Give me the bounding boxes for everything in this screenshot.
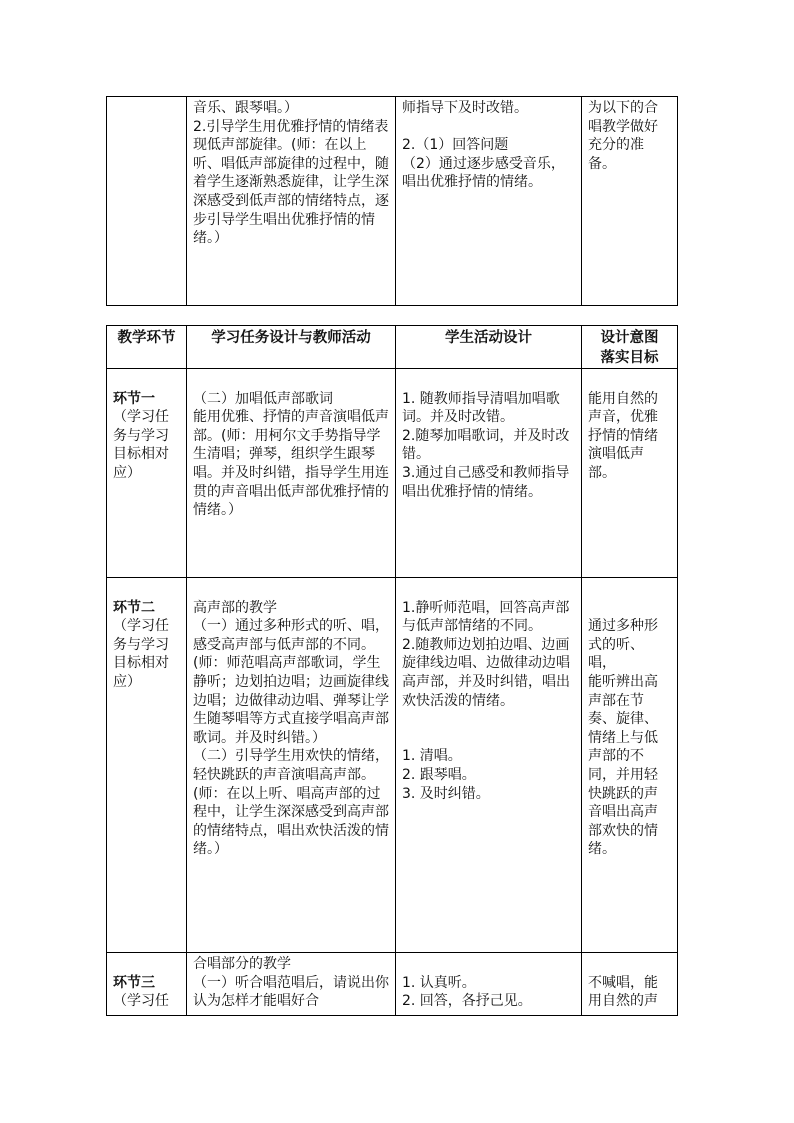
paragraph: 能用优雅、抒情的声音演唱低声部。(师：用柯尔文手势指导学生清唱；弹琴，组织学生跟琴唱。并及时纠错，指导学生用连贯的声音唱出低声部优雅抒情的情绪。）: [193, 409, 389, 519]
section-cell: [107, 578, 187, 953]
paragraph: 2.随琴加唱歌词，并及时改错。: [402, 427, 570, 463]
list-item: 2. 跟琴唱。: [402, 766, 476, 783]
continuation-table: [106, 96, 678, 306]
paragraph: （二）加唱低声部歌词: [193, 390, 333, 407]
paragraph: 合唱部分的教学: [193, 956, 291, 972]
teacher-activity-cell: [187, 578, 396, 953]
lesson-table: [106, 325, 678, 1016]
header-cell: 学生活动设计: [396, 326, 582, 369]
table-row: [107, 578, 678, 953]
header-cell: 学习任务设计与教师活动: [187, 326, 396, 369]
list-item: 1. 清唱。: [402, 748, 462, 765]
section-cell: [107, 953, 187, 1016]
section-cell: [107, 97, 187, 306]
design-intent-cell: [582, 369, 678, 578]
teacher-activity-cell: [187, 97, 396, 306]
design-intent-cell: [582, 97, 678, 306]
paragraph: 2.引导学生用优雅抒情的情绪表现低声部旋律。(师：在以上听、唱低声部旋律的过程中，随着学生逐渐熟悉旋律，让学生深深感受到低声部的情绪特点，逐步引导学生唱出优雅抒情的情绪。）: [193, 118, 389, 247]
paragraph: 师指导下及时改错。: [402, 100, 528, 116]
section-subtitle: （学习任务与学习目标相对应）: [113, 618, 169, 690]
paragraph: 高声部的教学: [193, 599, 277, 616]
design-intent-cell: [582, 578, 678, 953]
paragraph: 1. 随教师指导清唱加唱歌词。并及时改错。: [402, 390, 560, 426]
paragraph: （一）听合唱范唱后，请说出你认为怎样才能唱好合: [193, 974, 389, 1010]
teacher-activity-cell: [187, 369, 396, 578]
header-cell: 教学环节: [107, 326, 187, 369]
student-activity-cell: [396, 953, 582, 1016]
list-item: 2. 回答，各抒己见。: [402, 993, 532, 1010]
table-row: [107, 953, 678, 1016]
paragraph: 不喊唱，能用自然的声: [588, 974, 658, 1010]
paragraph: （一）通过多种形式的听、唱，感受高声部与低声部的不同。(师：师范唱高声部歌词，学生静听；边划拍边唱；边画旋律线边唱；边做律动边唱、弹琴让学生随琴唱等方式直接学唱高声部歌词。并及时纠错。）: [193, 618, 389, 746]
header-cell: 设计意图落实目标: [582, 326, 678, 369]
student-activity-cell: [396, 97, 582, 306]
paragraph: 能听辨出高声部在节奏、旋律、情绪上与低声部的不同，并用轻快跳跃的声音唱出高声部欢快的情绪。: [588, 673, 658, 858]
list-item: 1. 认真听。: [402, 974, 476, 991]
paragraph: （2）通过逐步感受音乐，唱出优雅抒情的情绪。: [402, 155, 565, 191]
section-name: 环节三: [113, 974, 155, 991]
header-row: [107, 326, 678, 369]
paragraph: 2.随教师边划拍边唱、边画旋律线边唱、边做律动边唱高声部，并及时纠错，唱出欢快活泼的情绪。: [402, 636, 570, 709]
student-activity-cell: [396, 369, 582, 578]
section-cell: [107, 369, 187, 578]
paragraph: 3.通过自己感受和教师指导唱出优雅抒情的情绪。: [402, 464, 570, 500]
paragraph: 音乐、跟琴唱。）: [193, 100, 298, 116]
table-row: [107, 369, 678, 578]
teacher-activity-cell: [187, 953, 396, 1016]
blank-line: [402, 118, 575, 137]
list-item: 3. 及时纠错。: [402, 785, 490, 802]
paragraph: 能用自然的声音，优雅抒情的情绪演唱低声部。: [588, 390, 658, 481]
paragraph: 通过多种形式的听、唱，: [588, 618, 658, 672]
design-intent-cell: [582, 953, 678, 1016]
section-subtitle: （学习任: [113, 993, 169, 1010]
section-name: 环节二: [113, 599, 155, 616]
section-name: 环节一: [113, 390, 155, 407]
student-activity-cell: [396, 578, 582, 953]
table-row: [107, 97, 678, 306]
paragraph: 1.静听师范唱，回答高声部与低声部情绪的不同。: [402, 599, 570, 635]
paragraph: （二）引导学生用欢快的情绪，轻快跳跃的声音演唱高声部。(师：在以上听、唱高声部的过程中，让学生深深感受到高声部的情绪特点，唱出欢快活泼的情绪。）: [193, 748, 389, 858]
paragraph: 2.（1）回答问题: [402, 137, 509, 154]
paragraph: 为以下的合唱教学做好充分的准备。: [588, 100, 658, 172]
section-subtitle: （学习任务与学习目标相对应）: [113, 409, 169, 481]
